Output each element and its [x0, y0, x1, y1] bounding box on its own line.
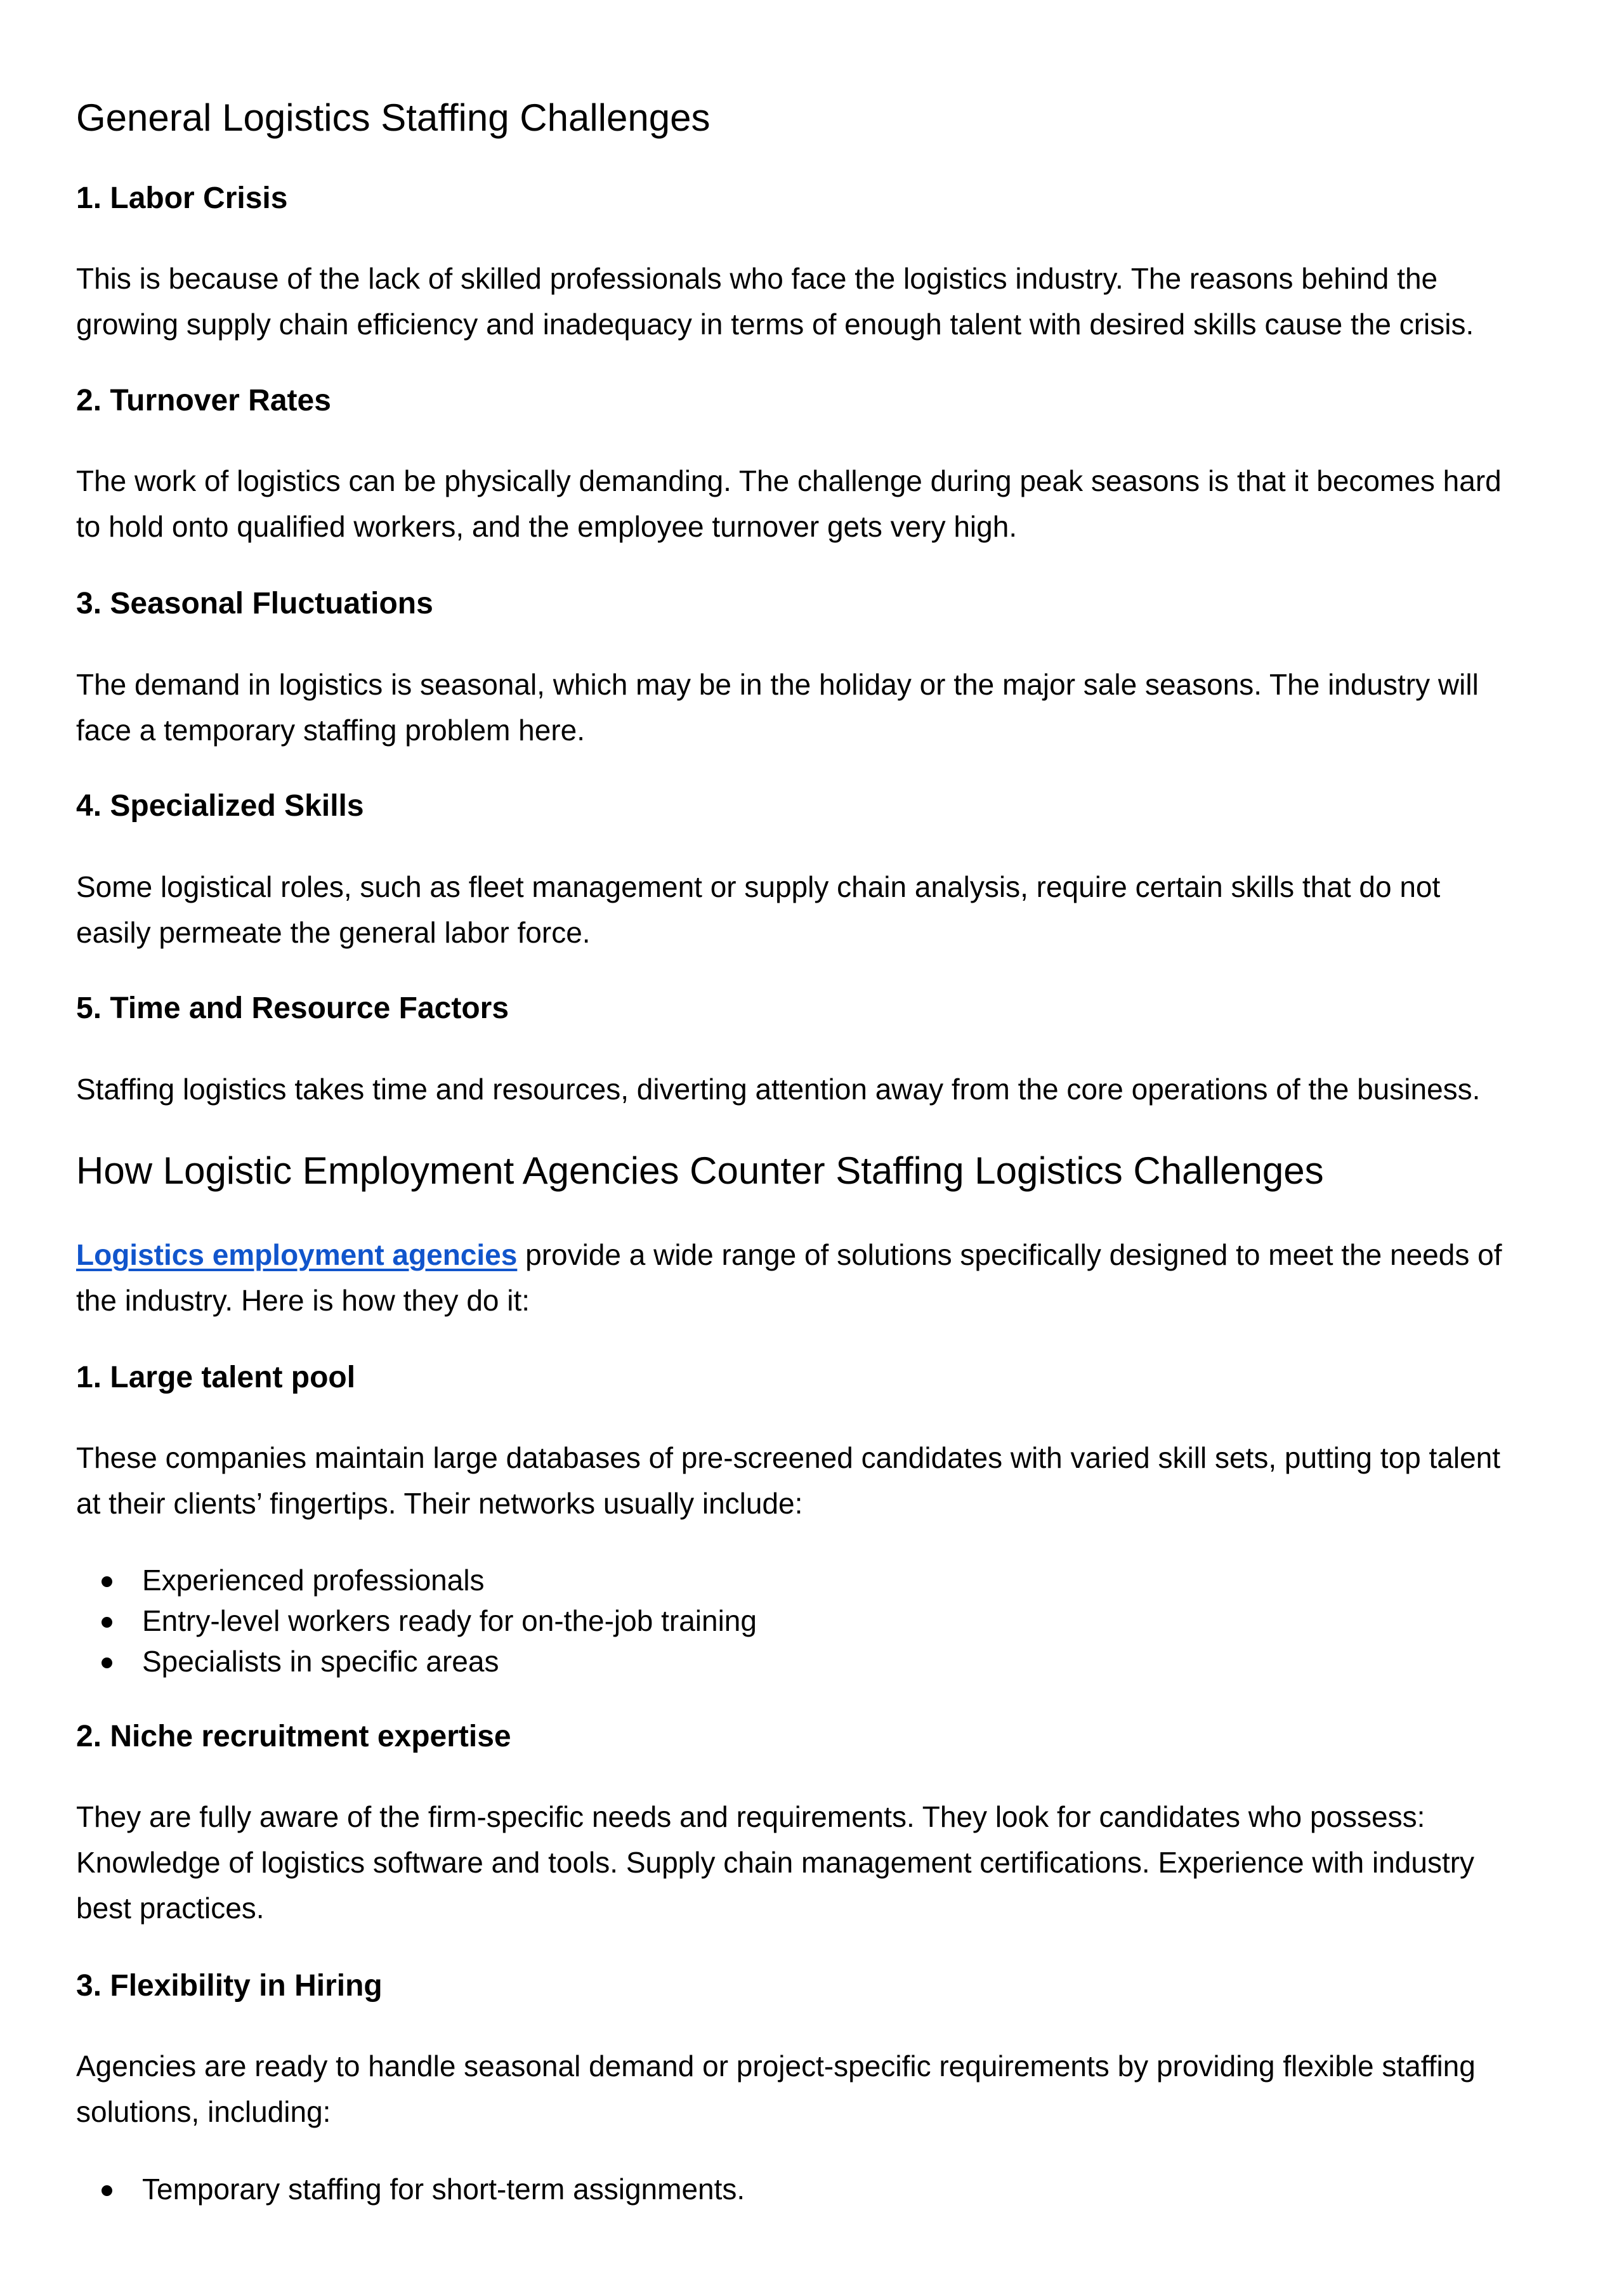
paragraph-time-resource-factors: Staffing logistics takes time and resources, diverting attention away from the core operations of the business. [76, 1073, 1481, 1106]
list-item: Temporary staffing for short-term assignments. [76, 2169, 745, 2209]
list-item: Experienced professionals [76, 1560, 757, 1600]
list-item: Specialists in specific areas [76, 1641, 757, 1682]
paragraph-specialized-skills: Some logistical roles, such as fleet management or supply chain analysis, require certain skills that do not easily permeate the general labor force. [76, 870, 1441, 949]
paragraph-large-talent-pool: These companies maintain large databases of pre-screened candidates with varied skill sets, putting top talent at their clients’ fingertips. Their networks usually include: [76, 1441, 1501, 1520]
flexible-staffing-list [76, 2169, 745, 2209]
heading-flexibility-hiring: 3. Flexibility in Hiring [76, 1969, 383, 2003]
bullet-icon [102, 2185, 112, 2196]
heading-turnover-rates: 2. Turnover Rates [76, 384, 331, 417]
section-title-agencies-counter: How Logistic Employment Agencies Counter Staffing Logistics Challenges [76, 1149, 1324, 1192]
paragraph-turnover-rates: The work of logistics can be physically demanding. The challenge during peak seasons is that it becomes hard to hold onto qualified workers, and the employee turnover gets very high. [76, 464, 1502, 543]
talent-network-list [76, 1560, 757, 1682]
heading-seasonal-fluctuations: 3. Seasonal Fluctuations [76, 587, 433, 620]
paragraph-labor-crisis: This is because of the lack of skilled professionals who face the logistics industry. The reasons behind the growing supply chain efficiency and inadequacy in terms of enough talent with desired skills cause the crisis. [76, 262, 1474, 341]
paragraph-seasonal-fluctuations: The demand in logistics is seasonal, which may be in the holiday or the major sale seasons. The industry will face a temporary staffing problem here. [76, 668, 1479, 747]
paragraph-flexibility-hiring: Agencies are ready to handle seasonal demand or project-specific requirements by providing flexible staffing solutions, including: [76, 2050, 1476, 2128]
bullet-icon [102, 1658, 112, 1668]
section-title-staffing-challenges: General Logistics Staffing Challenges [76, 96, 710, 139]
heading-specialized-skills: 4. Specialized Skills [76, 789, 364, 823]
bullet-icon [102, 1617, 112, 1628]
paragraph-agencies-intro: Logistics employment agencies provide a wide range of solutions specifically designed to meet the needs of the industry. Here is how they do it: [76, 1238, 1502, 1317]
list-item: Entry-level workers ready for on-the-job training [76, 1600, 757, 1641]
paragraph-niche-recruitment: They are fully aware of the firm-specific needs and requirements. They look for candidates who possess: Knowledge of logistics software and tools. Supply chain management certifications. Experience with industry best practices. [76, 1800, 1475, 1925]
heading-labor-crisis: 1. Labor Crisis [76, 181, 288, 215]
heading-niche-recruitment: 2. Niche recruitment expertise [76, 1720, 511, 1753]
heading-large-talent-pool: 1. Large talent pool [76, 1361, 356, 1394]
bullet-icon [102, 1576, 112, 1587]
heading-time-resource-factors: 5. Time and Resource Factors [76, 991, 509, 1025]
logistics-employment-agencies-link[interactable]: Logistics employment agencies [76, 1238, 518, 1271]
